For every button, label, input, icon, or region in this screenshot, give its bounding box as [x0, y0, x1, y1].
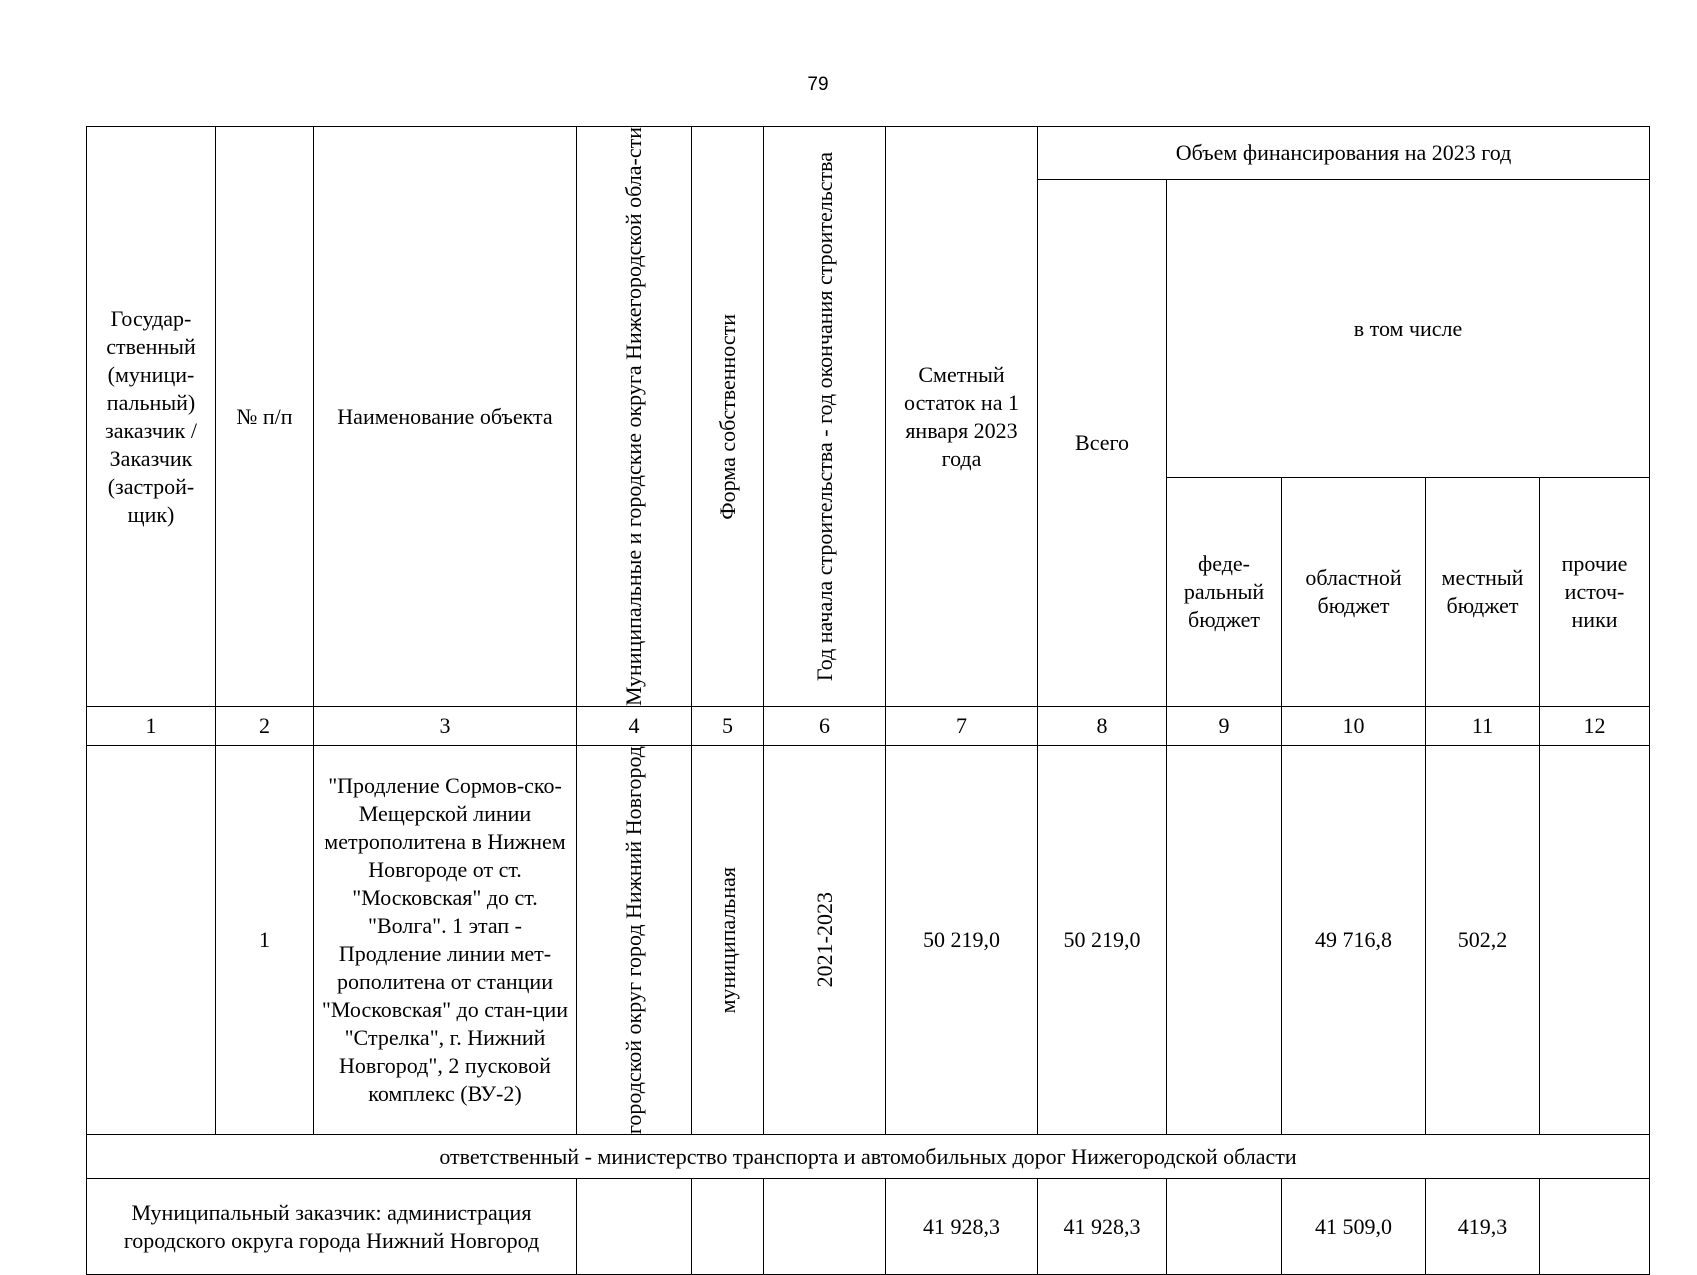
- row-num: 1: [216, 746, 314, 1135]
- header-funding-group: Объем финансирования на 2023 год: [1038, 127, 1650, 180]
- row-district-cell: [577, 746, 692, 1135]
- row-customer: [87, 746, 216, 1135]
- header-customer: Государ-ственный (муници-пальный) заказчик / Заказчик (застрой-щик): [87, 127, 216, 707]
- row-federal: [1167, 746, 1282, 1135]
- header-total: Всего: [1038, 180, 1167, 707]
- row-total: 50 219,0: [1038, 746, 1167, 1135]
- header-years-cell: [764, 127, 886, 707]
- row-object-name: "Продление Сормов-ско-Мещерской линии метрополитена в Нижнем Новгороде от ст. "Московская" до ст. "Волга". 1 этап - Продление линии мет-рополитена от станции "Московская" до стан-ции "Стрелка", г. Нижний Новгород", 2 пусковой комплекс (ВУ-2): [314, 746, 577, 1135]
- column-number: 6: [764, 707, 886, 746]
- column-number: 2: [216, 707, 314, 746]
- header-ownership: Форма собственности: [714, 313, 740, 520]
- column-number: 5: [692, 707, 764, 746]
- municipal-regional: 41 509,0: [1282, 1179, 1426, 1275]
- municipal-federal: [1167, 1179, 1282, 1275]
- table-row: [87, 746, 1650, 1135]
- column-number: 1: [87, 707, 216, 746]
- column-number: 7: [886, 707, 1038, 746]
- header-object-name: Наименование объекта: [314, 127, 577, 707]
- column-number: 11: [1426, 707, 1540, 746]
- row-district: городской округ город Нижний Новгород: [621, 746, 646, 1135]
- header-districts-cell: [577, 127, 692, 707]
- header-years: Год начала строительства - год окончания строительства: [811, 151, 837, 682]
- header-other: прочие источ-ники: [1540, 478, 1650, 707]
- column-number-row: [87, 707, 1650, 746]
- header-local: местный бюджет: [1426, 478, 1540, 707]
- row-regional: 49 716,8: [1282, 746, 1426, 1135]
- column-number: 10: [1282, 707, 1426, 746]
- municipal-customer-label: Муниципальный заказчик: администрация городского округа города Нижний Новгород: [87, 1179, 577, 1275]
- header-num: № п/п: [216, 127, 314, 707]
- header-remainder: Сметный остаток на 1 января 2023 года: [886, 127, 1038, 707]
- municipal-total: 41 928,3: [1038, 1179, 1167, 1275]
- header-including: в том числе: [1167, 180, 1650, 478]
- column-number: 9: [1167, 707, 1282, 746]
- header-regional: областной бюджет: [1282, 478, 1426, 707]
- financing-table: [86, 126, 1650, 1275]
- responsible-row: [87, 1135, 1650, 1179]
- column-number: 3: [314, 707, 577, 746]
- page-number: 79: [807, 74, 829, 95]
- column-number: 12: [1540, 707, 1650, 746]
- row-other: [1540, 746, 1650, 1135]
- column-number: 8: [1038, 707, 1167, 746]
- row-ownership-cell: [692, 746, 764, 1135]
- row-remainder: 50 219,0: [886, 746, 1038, 1135]
- empty-cell: [764, 1179, 886, 1275]
- municipal-customer-row: [87, 1179, 1650, 1275]
- municipal-remainder: 41 928,3: [886, 1179, 1038, 1275]
- responsible-text: ответственный - министерство транспорта и автомобильных дорог Нижегородской области: [87, 1135, 1650, 1179]
- row-years-cell: [764, 746, 886, 1135]
- header-federal: феде-ральный бюджет: [1167, 478, 1282, 707]
- header-ownership-cell: [692, 127, 764, 707]
- row-ownership: муниципальная: [714, 866, 740, 1014]
- column-number: 4: [577, 707, 692, 746]
- header-districts: Муниципальные и городские округа Нижегородской обла-сти: [621, 127, 646, 707]
- empty-cell: [692, 1179, 764, 1275]
- municipal-other: [1540, 1179, 1650, 1275]
- row-years: 2021-2023: [811, 892, 837, 988]
- empty-cell: [577, 1179, 692, 1275]
- municipal-local: 419,3: [1426, 1179, 1540, 1275]
- row-local: 502,2: [1426, 746, 1540, 1135]
